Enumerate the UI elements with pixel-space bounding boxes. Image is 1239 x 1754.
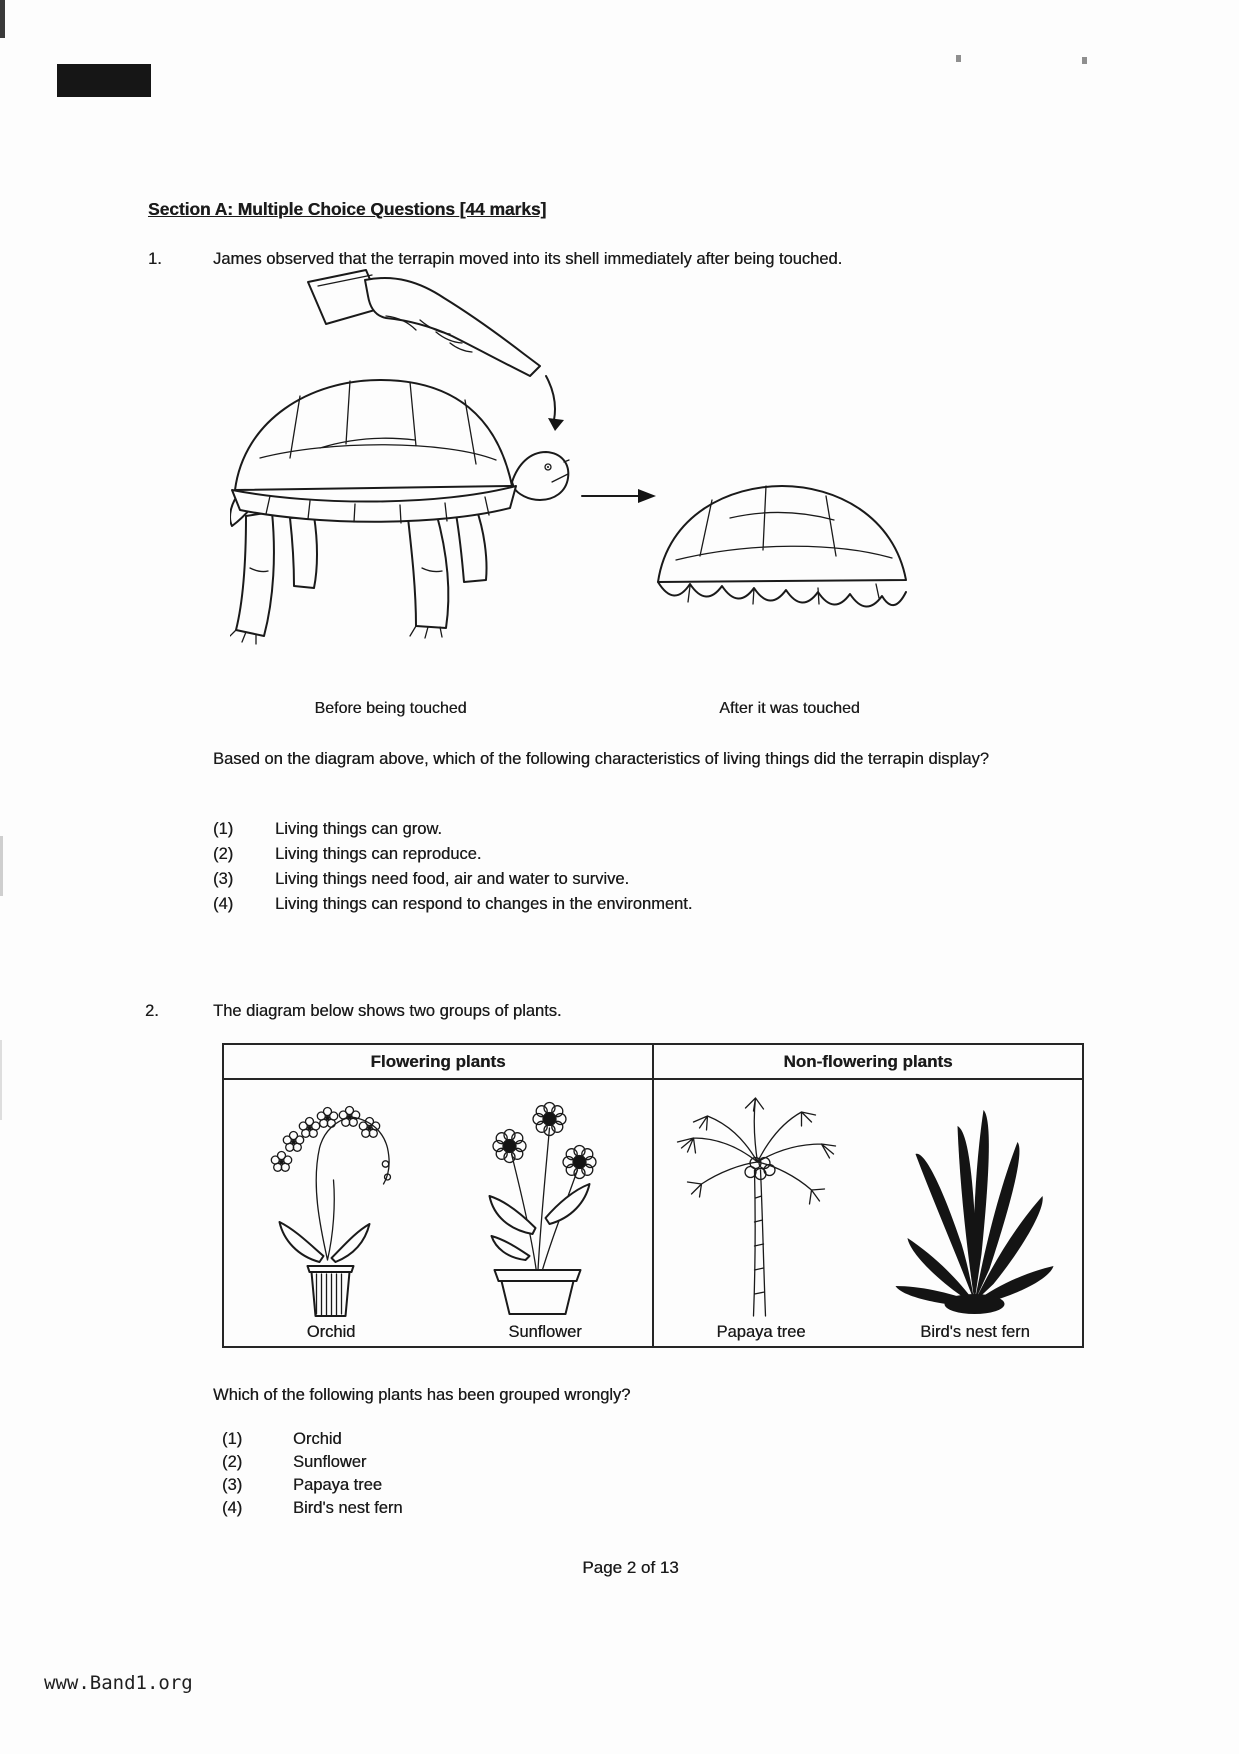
orchid-icon	[224, 1084, 439, 1320]
option-text: Living things can respond to changes in the environment.	[275, 895, 693, 913]
option-text: Sunflower	[293, 1453, 367, 1471]
section-heading: Section A: Multiple Choice Questions [44 marks]	[148, 199, 547, 219]
pointing-hand-icon	[308, 270, 540, 376]
terrapin-figure	[230, 268, 920, 658]
papaya-cell	[654, 1080, 868, 1346]
sunflower-label: Sunflower	[508, 1323, 582, 1341]
option-label: (2)	[222, 1453, 243, 1471]
orchid-cell	[224, 1080, 438, 1346]
option-row	[213, 895, 1013, 920]
option-row	[213, 870, 1013, 895]
redacted-block	[57, 64, 151, 97]
scan-edge-mark	[0, 1040, 2, 1120]
sunflower-cell	[438, 1080, 652, 1346]
before-after-arrow-icon	[582, 489, 656, 503]
site-watermark: www.Band1.org	[44, 1672, 193, 1694]
option-label: (1)	[222, 1430, 243, 1448]
question-2-number: 2.	[145, 1002, 159, 1020]
option-label: (1)	[213, 820, 234, 838]
question-2-prompt: Which of the following plants has been grouped wrongly?	[213, 1386, 631, 1404]
papaya-tree-icon	[654, 1084, 869, 1320]
plants-table-header	[224, 1045, 1082, 1080]
option-text: Orchid	[293, 1430, 342, 1448]
flowering-plants-cells	[224, 1080, 652, 1346]
option-label: (3)	[213, 870, 234, 888]
option-text: Living things need food, air and water to survive.	[275, 870, 630, 888]
non-flowering-plants-header: Non-flowering plants	[652, 1045, 1082, 1078]
option-text: Living things can grow.	[275, 820, 442, 838]
birds-nest-fern-icon	[868, 1084, 1083, 1320]
flowering-plants-header: Flowering plants	[370, 1051, 506, 1071]
option-label: (4)	[213, 895, 234, 913]
option-text: Bird's nest fern	[293, 1499, 403, 1517]
question-1-number: 1.	[148, 250, 162, 268]
non-flowering-plants-cells	[652, 1080, 1082, 1346]
plants-table-body	[224, 1080, 1082, 1346]
figure-before-caption: Before being touched	[314, 700, 467, 717]
question-1-stem: James observed that the terrapin moved into its shell immediately after being touched.	[213, 250, 843, 268]
scan-edge-mark	[0, 0, 5, 38]
option-label: (3)	[222, 1476, 243, 1494]
figure-after-caption: After it was touched	[719, 700, 860, 717]
scan-edge-mark	[0, 836, 3, 896]
question-2-stem: The diagram below shows two groups of plants.	[213, 1002, 562, 1020]
terrapin-before-icon	[230, 380, 569, 644]
option-row	[222, 1453, 922, 1476]
terrapin-after-icon	[658, 486, 906, 607]
option-label: (2)	[213, 845, 234, 863]
option-row	[213, 845, 1013, 870]
scan-speck	[1082, 57, 1087, 64]
option-row	[213, 820, 1013, 845]
question-1-options	[213, 820, 1013, 920]
touch-arrow-icon	[546, 376, 564, 431]
papaya-tree-label: Papaya tree	[716, 1323, 806, 1341]
page-number: Page 2 of 13	[582, 1558, 679, 1577]
question-2-options	[222, 1430, 922, 1522]
option-row	[222, 1499, 922, 1522]
birds-nest-fern-label: Bird's nest fern	[920, 1323, 1030, 1341]
option-text: Living things can reproduce.	[275, 845, 482, 863]
option-row	[222, 1430, 922, 1453]
birds-nest-fern-cell	[868, 1080, 1082, 1346]
orchid-label: Orchid	[306, 1323, 356, 1341]
option-text: Papaya tree	[293, 1476, 382, 1494]
option-row	[222, 1476, 922, 1499]
option-label: (4)	[222, 1499, 243, 1517]
question-1-prompt: Based on the diagram above, which of the following characteristics of living things did the terrapin display?	[213, 750, 989, 768]
plants-table	[222, 1043, 1084, 1348]
scan-speck	[956, 55, 961, 62]
sunflower-icon	[438, 1084, 653, 1320]
